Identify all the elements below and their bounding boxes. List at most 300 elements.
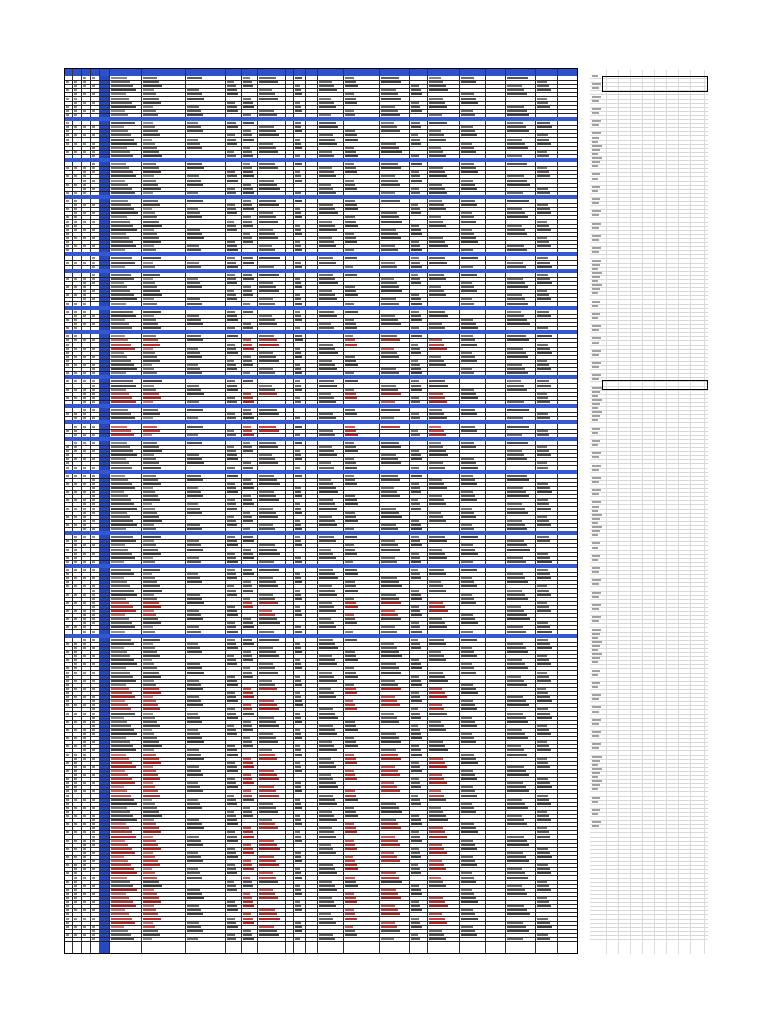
cell-value bbox=[537, 782, 550, 784]
cell-value bbox=[537, 143, 551, 145]
cell-value bbox=[381, 479, 400, 481]
cell-value bbox=[92, 323, 95, 325]
side-value bbox=[592, 141, 598, 143]
cell-value bbox=[411, 266, 422, 268]
cell-value bbox=[381, 229, 396, 231]
side-value bbox=[592, 784, 600, 786]
cell-value bbox=[381, 475, 398, 477]
cell-value bbox=[345, 446, 356, 448]
cell-value bbox=[187, 852, 198, 854]
cell-value bbox=[92, 348, 95, 350]
cell-value bbox=[507, 836, 524, 838]
cell-value bbox=[83, 237, 86, 239]
cell-value bbox=[66, 114, 69, 116]
cell-value bbox=[111, 192, 135, 194]
cell-value bbox=[143, 872, 155, 874]
side-value bbox=[592, 809, 600, 811]
cell-value bbox=[295, 434, 300, 436]
cell-value bbox=[381, 618, 401, 620]
cell-value bbox=[243, 417, 254, 419]
cell-value bbox=[319, 885, 335, 887]
cell-value bbox=[429, 581, 441, 583]
cell-value bbox=[319, 503, 335, 505]
cell-value bbox=[381, 922, 395, 924]
cell-value bbox=[66, 208, 69, 210]
cell-value bbox=[92, 512, 95, 514]
cell-value bbox=[227, 397, 235, 399]
cell-value bbox=[111, 938, 134, 940]
cell-value bbox=[143, 831, 161, 833]
cell-value bbox=[227, 282, 237, 284]
cell-value bbox=[227, 901, 235, 903]
cell-value bbox=[381, 454, 396, 456]
side-value bbox=[592, 772, 600, 774]
cell-value bbox=[92, 729, 95, 731]
cell-value bbox=[411, 430, 418, 432]
cell-value bbox=[66, 778, 69, 780]
cell-value bbox=[227, 364, 236, 366]
cell-value bbox=[92, 147, 95, 149]
cell-value bbox=[143, 926, 155, 928]
cell-value bbox=[66, 413, 69, 415]
cell-value bbox=[507, 155, 522, 157]
side-value bbox=[592, 477, 601, 479]
cell-value bbox=[507, 844, 529, 846]
cell-value bbox=[243, 147, 250, 149]
cell-value bbox=[92, 807, 95, 809]
cell-value bbox=[411, 926, 422, 928]
cell-value bbox=[74, 426, 77, 428]
cell-value bbox=[381, 807, 399, 809]
cell-value bbox=[111, 409, 128, 411]
cell-value bbox=[381, 836, 395, 838]
cell-value bbox=[461, 770, 473, 772]
cell-value bbox=[461, 881, 476, 883]
cell-value bbox=[429, 676, 445, 678]
side-value bbox=[592, 432, 598, 434]
cell-value bbox=[381, 713, 394, 715]
cell-value bbox=[111, 126, 124, 128]
cell-value bbox=[111, 356, 127, 358]
cell-value bbox=[92, 585, 95, 587]
cell-value bbox=[429, 512, 441, 514]
cell-value bbox=[74, 413, 77, 415]
side-value bbox=[592, 764, 598, 766]
cell-value bbox=[111, 89, 136, 91]
cell-value bbox=[429, 672, 443, 674]
cell-value bbox=[295, 126, 301, 128]
cell-value bbox=[243, 167, 252, 169]
cell-value bbox=[429, 741, 443, 743]
cell-value bbox=[111, 311, 133, 313]
cell-value bbox=[92, 926, 95, 928]
cell-value bbox=[461, 499, 477, 501]
cell-value bbox=[429, 860, 442, 862]
cell-value bbox=[259, 721, 276, 723]
cell-value bbox=[295, 696, 301, 698]
cell-value bbox=[111, 98, 129, 100]
cell-value bbox=[243, 77, 250, 79]
cell-value bbox=[461, 356, 475, 358]
cell-value bbox=[227, 733, 237, 735]
cell-value bbox=[227, 659, 236, 661]
cell-value bbox=[537, 126, 552, 128]
cell-value bbox=[345, 257, 357, 259]
cell-value bbox=[111, 926, 124, 928]
cell-value bbox=[243, 286, 251, 288]
cell-value bbox=[411, 143, 421, 145]
cell-value bbox=[295, 860, 302, 862]
cell-value bbox=[92, 298, 95, 300]
cell-value bbox=[92, 339, 95, 341]
cell-value bbox=[507, 893, 527, 895]
cell-value bbox=[259, 655, 279, 657]
cell-value bbox=[381, 811, 402, 813]
cell-value bbox=[411, 335, 422, 337]
cell-value bbox=[227, 663, 237, 665]
cell-value bbox=[111, 590, 134, 592]
cell-value bbox=[227, 918, 235, 920]
cell-value bbox=[187, 237, 204, 239]
cell-value bbox=[295, 573, 300, 575]
cell-value bbox=[243, 520, 253, 522]
cell-value bbox=[143, 434, 152, 436]
side-value bbox=[592, 743, 601, 745]
cell-value bbox=[381, 827, 401, 829]
cell-value bbox=[227, 573, 236, 575]
cell-value bbox=[111, 77, 127, 79]
cell-value bbox=[429, 430, 444, 432]
cell-value bbox=[381, 175, 395, 177]
cell-value bbox=[345, 585, 356, 587]
cell-value bbox=[345, 208, 358, 210]
cell-value bbox=[381, 106, 395, 108]
cell-value bbox=[243, 503, 254, 505]
cell-value bbox=[461, 298, 472, 300]
cell-value bbox=[111, 114, 128, 116]
cell-value bbox=[243, 188, 253, 190]
cell-value bbox=[111, 303, 126, 305]
cell-value bbox=[411, 692, 419, 694]
cell-value bbox=[143, 930, 158, 932]
cell-value bbox=[381, 147, 399, 149]
cell-value bbox=[243, 290, 252, 292]
side-value bbox=[592, 75, 598, 77]
cell-value bbox=[411, 659, 419, 661]
cell-value bbox=[111, 528, 126, 530]
cell-value bbox=[259, 134, 279, 136]
cell-value bbox=[429, 89, 448, 91]
cell-value bbox=[319, 815, 334, 817]
cell-value bbox=[537, 696, 550, 698]
cell-value bbox=[461, 778, 477, 780]
cell-value bbox=[74, 175, 77, 177]
cell-value bbox=[92, 508, 95, 510]
side-value bbox=[592, 288, 600, 290]
cell-value bbox=[381, 614, 398, 616]
cell-value bbox=[83, 729, 86, 731]
cell-value bbox=[259, 524, 273, 526]
cell-value bbox=[187, 89, 199, 91]
cell-value bbox=[187, 266, 201, 268]
cell-value bbox=[345, 389, 354, 391]
cell-value bbox=[74, 770, 77, 772]
cell-value bbox=[66, 229, 69, 231]
cell-value bbox=[319, 401, 336, 403]
cell-value bbox=[295, 298, 301, 300]
side-value bbox=[592, 731, 601, 733]
cell-value bbox=[143, 741, 159, 743]
cell-value bbox=[319, 487, 336, 489]
cell-value bbox=[259, 458, 275, 460]
cell-value bbox=[411, 836, 420, 838]
cell-value bbox=[319, 590, 335, 592]
cell-value bbox=[243, 790, 251, 792]
cell-value bbox=[429, 626, 447, 628]
cell-value bbox=[345, 204, 357, 206]
cell-value bbox=[537, 938, 550, 940]
cell-value bbox=[92, 639, 95, 641]
cell-value bbox=[83, 475, 86, 477]
cell-value bbox=[66, 454, 69, 456]
cell-value bbox=[187, 409, 203, 411]
cell-value bbox=[143, 458, 156, 460]
cell-value bbox=[429, 503, 446, 505]
cell-value bbox=[111, 139, 134, 141]
cell-value bbox=[74, 192, 77, 194]
cell-value bbox=[429, 245, 448, 247]
cell-value bbox=[319, 499, 333, 501]
cell-value bbox=[143, 918, 161, 920]
cell-value bbox=[429, 696, 447, 698]
cell-value bbox=[345, 909, 354, 911]
cell-value bbox=[74, 475, 77, 477]
cell-value bbox=[83, 442, 86, 444]
cell-value bbox=[259, 98, 278, 100]
cell-value bbox=[83, 569, 86, 571]
cell-value bbox=[187, 110, 201, 112]
cell-value bbox=[111, 639, 131, 641]
cell-value bbox=[92, 569, 95, 571]
side-value bbox=[592, 530, 600, 532]
cell-value bbox=[507, 528, 527, 530]
cell-value bbox=[461, 249, 473, 251]
cell-value bbox=[319, 430, 333, 432]
cell-value bbox=[507, 885, 522, 887]
cell-value bbox=[411, 163, 422, 165]
cell-value bbox=[243, 602, 252, 604]
cell-value bbox=[66, 684, 69, 686]
cell-value bbox=[411, 639, 418, 641]
cell-value bbox=[411, 799, 420, 801]
cell-value bbox=[507, 581, 528, 583]
cell-value bbox=[259, 844, 277, 846]
cell-value bbox=[429, 155, 446, 157]
cell-value bbox=[411, 938, 420, 940]
cell-value bbox=[537, 795, 548, 797]
cell-value bbox=[111, 143, 137, 145]
side-value bbox=[592, 260, 601, 262]
side-value bbox=[592, 120, 601, 122]
cell-value bbox=[319, 934, 333, 936]
cell-value bbox=[295, 77, 302, 79]
cell-value bbox=[83, 102, 86, 104]
cell-value bbox=[507, 676, 521, 678]
cell-value bbox=[507, 262, 523, 264]
cell-value bbox=[411, 249, 422, 251]
cell-value bbox=[66, 126, 69, 128]
cell-value bbox=[461, 180, 473, 182]
cell-value bbox=[227, 749, 237, 751]
cell-value bbox=[227, 491, 238, 493]
cell-value bbox=[66, 909, 69, 911]
cell-value bbox=[92, 741, 95, 743]
cell-value bbox=[461, 286, 474, 288]
cell-value bbox=[295, 106, 301, 108]
cell-value bbox=[295, 909, 302, 911]
cell-value bbox=[429, 98, 443, 100]
cell-value bbox=[74, 577, 77, 579]
cell-value bbox=[243, 495, 251, 497]
cell-value bbox=[259, 585, 278, 587]
cell-value bbox=[507, 594, 525, 596]
cell-value bbox=[143, 294, 162, 296]
cell-value bbox=[259, 499, 279, 501]
cell-value bbox=[259, 754, 275, 756]
cell-value bbox=[295, 754, 302, 756]
cell-value bbox=[143, 286, 157, 288]
side-value bbox=[592, 555, 600, 557]
cell-value bbox=[243, 864, 252, 866]
cell-value bbox=[83, 815, 86, 817]
cell-value bbox=[143, 823, 156, 825]
cell-value bbox=[345, 774, 355, 776]
cell-value bbox=[319, 852, 336, 854]
cell-value bbox=[187, 602, 204, 604]
cell-value bbox=[537, 385, 551, 387]
cell-value bbox=[319, 938, 335, 940]
cell-value bbox=[143, 749, 154, 751]
cell-value bbox=[187, 922, 199, 924]
cell-value bbox=[227, 782, 236, 784]
side-value bbox=[592, 264, 600, 266]
cell-value bbox=[295, 692, 300, 694]
cell-value bbox=[381, 303, 399, 305]
cell-value bbox=[345, 823, 354, 825]
cell-value bbox=[92, 610, 95, 612]
cell-value bbox=[461, 409, 475, 411]
cell-value bbox=[345, 606, 358, 608]
cell-value bbox=[83, 508, 86, 510]
cell-value bbox=[259, 877, 276, 879]
cell-value bbox=[83, 356, 86, 358]
cell-value bbox=[92, 356, 95, 358]
cell-value bbox=[187, 229, 200, 231]
cell-value bbox=[243, 155, 253, 157]
cell-value bbox=[345, 294, 358, 296]
cell-value bbox=[74, 286, 77, 288]
cell-value bbox=[66, 348, 69, 350]
cell-value bbox=[227, 430, 234, 432]
cell-value bbox=[243, 274, 252, 276]
cell-value bbox=[66, 934, 69, 936]
cell-value bbox=[74, 672, 77, 674]
cell-value bbox=[259, 479, 277, 481]
cell-value bbox=[259, 553, 280, 555]
cell-value bbox=[295, 208, 300, 210]
cell-value bbox=[227, 819, 237, 821]
cell-value bbox=[345, 409, 355, 411]
cell-value bbox=[66, 811, 69, 813]
cell-value bbox=[461, 901, 478, 903]
cell-value bbox=[319, 175, 336, 177]
side-value bbox=[592, 526, 602, 528]
cell-value bbox=[429, 286, 441, 288]
cell-value bbox=[227, 458, 238, 460]
cell-value bbox=[381, 667, 399, 669]
cell-value bbox=[381, 557, 395, 559]
cell-value bbox=[227, 294, 236, 296]
cell-value bbox=[92, 614, 95, 616]
cell-value bbox=[411, 594, 421, 596]
cell-value bbox=[227, 208, 236, 210]
cell-value bbox=[319, 795, 333, 797]
cell-value bbox=[143, 278, 153, 280]
cell-value bbox=[143, 339, 158, 341]
side-value bbox=[592, 469, 599, 471]
cell-value bbox=[66, 397, 69, 399]
cell-value bbox=[74, 204, 77, 206]
cell-value bbox=[187, 647, 200, 649]
side-value bbox=[592, 362, 601, 364]
cell-value bbox=[319, 897, 332, 899]
cell-value bbox=[295, 717, 301, 719]
side-value bbox=[592, 633, 600, 635]
cell-value bbox=[83, 807, 86, 809]
cell-value bbox=[111, 327, 132, 329]
cell-value bbox=[429, 778, 444, 780]
cell-value bbox=[537, 257, 548, 259]
cell-value bbox=[92, 134, 95, 136]
cell-value bbox=[537, 290, 547, 292]
cell-value bbox=[461, 913, 475, 915]
cell-value bbox=[259, 786, 274, 788]
cell-value bbox=[461, 397, 478, 399]
cell-value bbox=[92, 877, 95, 879]
cell-value bbox=[111, 594, 137, 596]
cell-value bbox=[381, 688, 401, 690]
cell-value bbox=[259, 323, 277, 325]
cell-value bbox=[345, 225, 358, 227]
cell-value bbox=[295, 786, 301, 788]
cell-value bbox=[111, 335, 125, 337]
cell-value bbox=[461, 389, 474, 391]
cell-value bbox=[429, 380, 445, 382]
cell-value bbox=[461, 733, 472, 735]
side-value bbox=[592, 276, 600, 278]
cell-value bbox=[74, 667, 77, 669]
cell-value bbox=[66, 167, 69, 169]
cell-value bbox=[461, 458, 474, 460]
cell-value bbox=[295, 704, 303, 706]
cell-value bbox=[243, 913, 251, 915]
cell-value bbox=[411, 380, 419, 382]
cell-value bbox=[429, 651, 441, 653]
cell-value bbox=[227, 770, 238, 772]
cell-value bbox=[461, 602, 476, 604]
side-value bbox=[592, 780, 602, 782]
cell-value bbox=[345, 319, 354, 321]
